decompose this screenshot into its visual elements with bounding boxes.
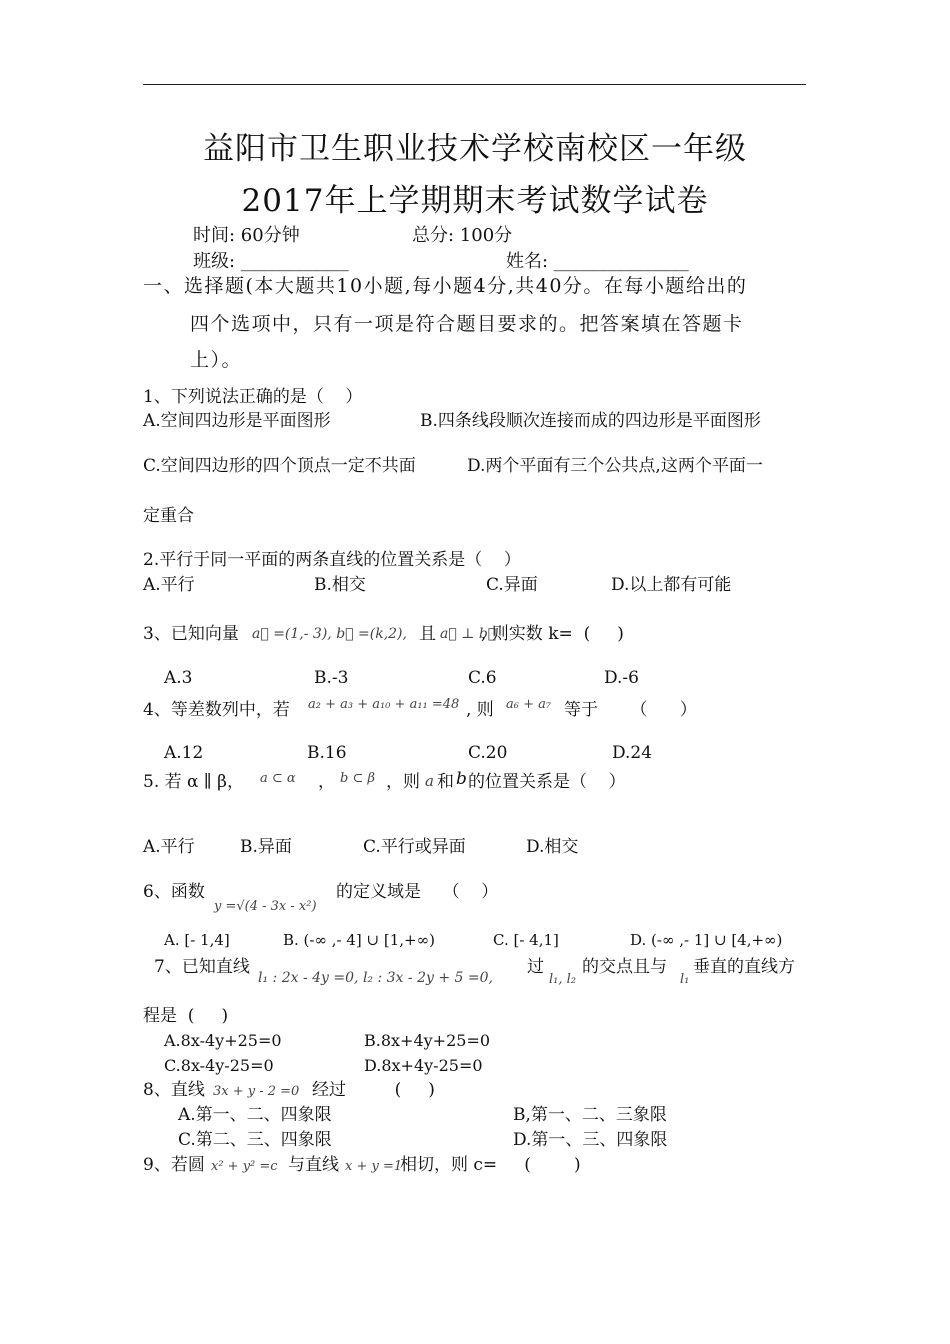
time-info: 时间: 60分钟	[193, 225, 300, 246]
section1-instructions-line2: 四个选项中，只有一项是符合题目要求的。把答案填在答题卡	[190, 313, 744, 335]
q4-option-c: C.20	[468, 743, 508, 763]
q7-option-a: A.8x-4y+25=0	[164, 1031, 282, 1050]
q4-stem-post: 等于 （ ）	[564, 700, 697, 720]
q7-intersect-lines: l₁, l₂	[549, 972, 577, 987]
top-rule	[143, 84, 806, 85]
q5-stem-post: 的位置关系是（ ）	[468, 772, 626, 792]
q2-option-b: B.相交	[314, 575, 366, 595]
q5-and: 和	[437, 772, 454, 792]
q7-stem-continued: 程是 ( )	[143, 1006, 229, 1026]
q3-perp-formula: a⃗ ⊥ b⃗	[440, 626, 497, 642]
q5-symbol-b: b	[456, 769, 467, 789]
q7-option-c: C.8x-4y-25=0	[164, 1056, 274, 1075]
q5-option-a: A.平行	[143, 837, 195, 857]
q2-option-a: A.平行	[143, 575, 195, 595]
q3-stem-mid: 且	[419, 624, 436, 644]
q4-stem-pre: 4、等差数列中，若	[143, 700, 290, 720]
q3-vector-formula: a⃗ =(1,- 3), b⃗ =(k,2),	[252, 626, 407, 642]
q3-option-b: B.-3	[314, 668, 349, 688]
q1-option-d: D.两个平面有三个公共点,这两个平面一	[467, 456, 763, 476]
q5-option-d: D.相交	[526, 837, 579, 857]
q8-option-d: D.第一、三、四象限	[513, 1130, 668, 1150]
q7-stem-mid: 过	[527, 957, 544, 977]
section1-instructions-line3: 上）。	[190, 349, 243, 371]
q3-stem-post: , 则实数 k= ( )	[481, 624, 624, 644]
q8-stem-post: 经过 ( )	[312, 1080, 435, 1100]
q7-stem-mid2: 的交点且与	[582, 957, 667, 977]
q7-line-l1: l₁	[680, 972, 690, 987]
q5-stem-pre: 5. 若 α ∥ β，	[143, 772, 244, 792]
title-line2: 2017年上学期期末考试数学试卷	[241, 183, 709, 219]
q1-option-a: A.空间四边形是平面图形	[143, 411, 331, 431]
q8-line-formula: 3x + y - 2 =0	[213, 1084, 300, 1099]
section1-instructions-line1: 一、选择题(本大题共10小题,每小题4分,共40分。在每小题给出的	[143, 275, 748, 297]
q4-option-d: D.24	[612, 743, 653, 763]
title-line1: 益阳市卫生职业技术学校南校区一年级	[203, 131, 747, 167]
q1-stem: 1、下列说法正确的是（ ）	[143, 387, 363, 407]
q5-formula-b-in-beta: b ⊂ β	[340, 771, 375, 786]
q3-option-a: A.3	[164, 668, 193, 688]
q8-option-a: A.第一、二、四象限	[178, 1105, 332, 1125]
score-info: 总分: 100分	[412, 225, 513, 246]
q7-option-b: B.8x+4y+25=0	[364, 1031, 491, 1050]
q5-formula-a-in-alpha: a ⊂ α	[260, 771, 296, 786]
q5-separator: ，	[318, 772, 335, 792]
name-field: 姓名: _______________	[506, 251, 689, 272]
q7-stem-pre: 7、已知直线	[154, 957, 250, 977]
q4-option-b: B.16	[307, 743, 347, 763]
q5-option-c: C.平行或异面	[363, 837, 466, 857]
q9-stem-pre: 9、若圆	[143, 1155, 205, 1175]
q4-stem-mid: , 则	[466, 700, 494, 720]
q6-stem-pre: 6、函数	[143, 882, 205, 902]
q8-option-b: B,第一、二、三象限	[513, 1105, 667, 1125]
q8-option-c: C.第二、三、四象限	[178, 1130, 332, 1150]
q6-option-b: B. (-∞ ,- 4] ∪ [1,+∞)	[283, 931, 435, 949]
q9-stem-post: 相切，则 c= ( )	[400, 1155, 581, 1175]
q6-option-a: A. [- 1,4]	[164, 931, 230, 949]
q5-stem-mid: ，则	[386, 772, 420, 792]
q3-stem-pre: 3、已知向量	[143, 624, 239, 644]
q4-target-formula: a₆ + a₇	[506, 697, 552, 712]
q6-option-c: C. [- 4,1]	[493, 931, 559, 949]
q4-option-a: A.12	[164, 743, 204, 763]
q1-option-c: C.空间四边形的四个顶点一定不共面	[143, 456, 416, 476]
q9-line-formula: x + y =1	[345, 1159, 403, 1174]
q5-symbol-a: a	[425, 772, 434, 790]
q6-option-d: D. (-∞ ,- 1] ∪ [4,+∞)	[630, 931, 783, 949]
class-field: 班级: ____________	[193, 251, 349, 272]
q2-option-c: C.异面	[486, 575, 538, 595]
q8-stem-pre: 8、直线	[143, 1080, 205, 1100]
q2-stem: 2.平行于同一平面的两条直线的位置关系是（ ）	[143, 550, 521, 570]
q7-option-d: D.8x+4y-25=0	[364, 1056, 483, 1075]
q6-function-formula: y =√(4 - 3x - x²)	[214, 899, 317, 914]
q2-option-d: D.以上都有可能	[611, 575, 732, 595]
q1-option-d-continued: 定重合	[143, 506, 194, 526]
q9-stem-mid: 与直线	[288, 1155, 339, 1175]
q5-option-b: B.异面	[240, 837, 292, 857]
q4-sum-formula: a₂ + a₃ + a₁₀ + a₁₁ =48	[308, 697, 460, 712]
q1-option-b: B.四条线段顺次连接而成的四边形是平面图形	[420, 411, 761, 431]
q7-lines-formula: l₁ : 2x - 4y =0, l₂ : 3x - 2y + 5 =0,	[258, 970, 493, 986]
q9-circle-formula: x² + y² =c	[211, 1159, 278, 1174]
q7-stem-post: 垂直的直线方	[693, 957, 795, 977]
q3-option-d: D.-6	[604, 668, 639, 688]
q3-option-c: C.6	[468, 668, 497, 688]
q6-stem-post: 的定义域是 （ ）	[336, 882, 499, 902]
